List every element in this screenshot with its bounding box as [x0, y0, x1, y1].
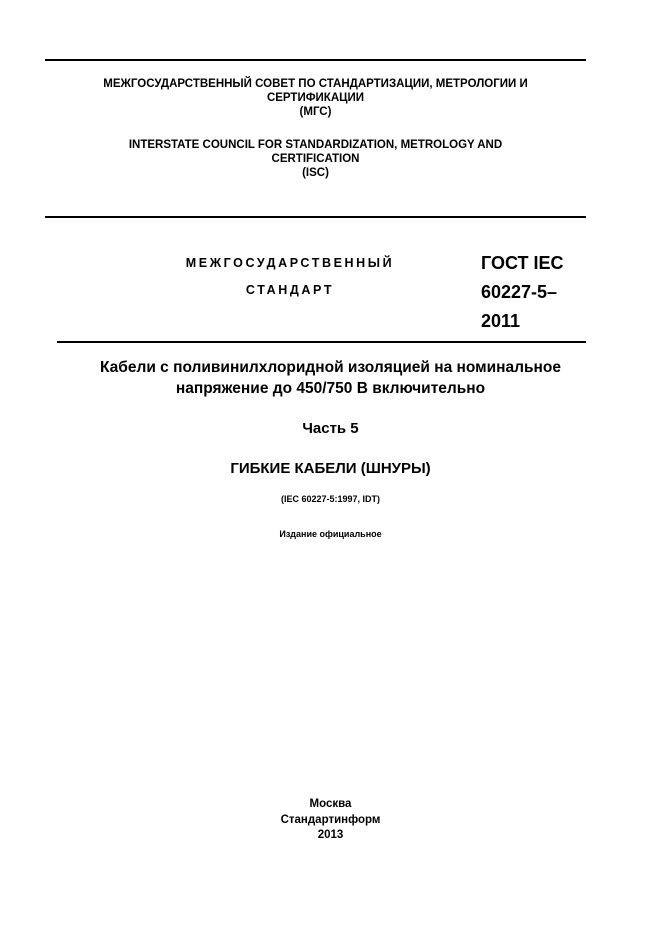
imprint-city: Москва [309, 798, 352, 810]
designation-line-1: ГОСТ IEC [481, 253, 564, 273]
council-en-line-2: CERTIFICATION [271, 153, 360, 165]
council-ru-line-1: МЕЖГОСУДАРСТВЕННЫЙ СОВЕТ ПО СТАНДАРТИЗАЦИИ, МЕТРОЛОГИИ И [103, 78, 528, 90]
standard-type-line-2: СТАНДАРТ [245, 283, 335, 297]
council-ru-abbreviation: (МГС) [299, 106, 332, 118]
standard-designation [481, 249, 564, 336]
designation-line-2: 60227-5– [481, 282, 558, 302]
document-title [20, 357, 641, 399]
middle-rule [45, 216, 586, 218]
imprint-year: 2013 [317, 829, 344, 841]
document-subtitle: ГИБКИЕ КАБЕЛИ (ШНУРЫ) [230, 460, 431, 477]
standard-type-line-1: МЕЖГОСУДАРСТВЕННЫЙ [185, 256, 395, 270]
title-line-1: Кабели с поливинилхлоридной изоляцией на номинальное [100, 359, 561, 376]
council-en-line-1: INTERSTATE COUNCIL FOR STANDARDIZATION, METROLOGY AND [128, 139, 503, 151]
title-line-2: напряжение до 450/750 В включительно [175, 380, 486, 397]
imprint [20, 797, 641, 844]
iec-reference: (IEC 60227-5:1997, IDT) [280, 494, 381, 504]
edition-note: Издание официальное [279, 529, 382, 539]
imprint-publisher: Стандартинформ [280, 813, 381, 826]
council-name-english [45, 138, 586, 180]
designation-line-3: 2011 [481, 311, 521, 331]
top-rule [45, 59, 586, 61]
council-ru-line-2: СЕРТИФИКАЦИИ [266, 92, 365, 104]
council-name-russian [45, 77, 586, 119]
lower-rule [57, 341, 586, 343]
council-en-abbreviation: (ISC) [302, 167, 329, 179]
part-number: Часть 5 [302, 420, 359, 437]
